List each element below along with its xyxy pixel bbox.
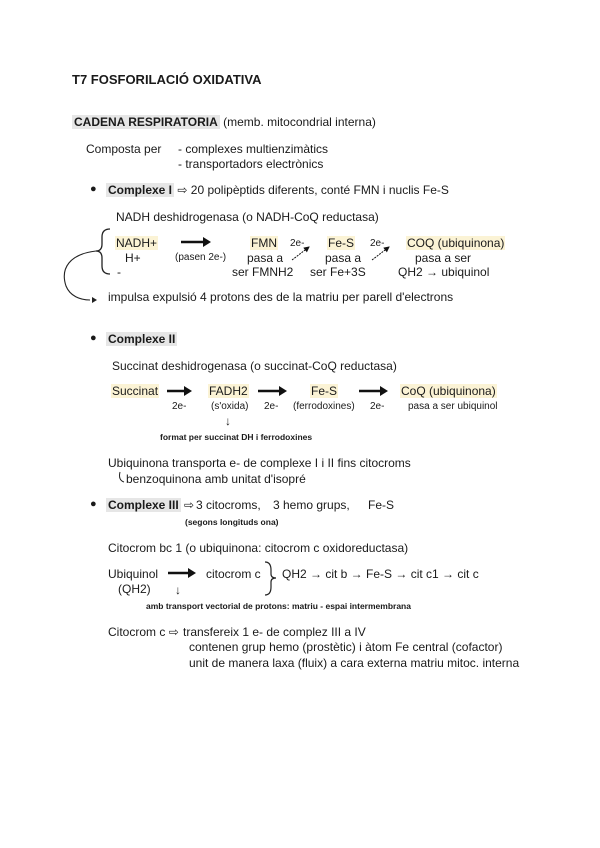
fadh2-sub: (s'oxida)	[211, 401, 249, 412]
qh2-label: (QH2)	[118, 582, 151, 596]
bullet-icon: ●	[90, 183, 97, 195]
arrowhead-icon	[92, 297, 97, 303]
cadena-note: (memb. mitocondrial interna)	[223, 115, 376, 129]
fmn-sub1: pasa a	[247, 251, 284, 265]
hemo-text: 3 hemo grups,	[273, 498, 350, 512]
fadh2-label: FADH2	[209, 384, 248, 398]
citocrom-c-label: citocrom c	[206, 567, 261, 581]
complex2-enzyme: Succinat deshidrogenasa (o succinat-CoQ reductasa)	[112, 359, 397, 373]
coq-sub2: QH2 → ubiquinol	[398, 265, 490, 279]
fes-label: Fe-S	[328, 236, 355, 250]
protons-text: impulsa expulsió 4 protons des de la matriu per parell d'electrons	[108, 290, 454, 304]
cadena-label: CADENA RESPIRATORIA	[74, 115, 218, 129]
electron-label-3: 2e-	[172, 401, 187, 412]
coq-sub1: pasa a ser	[415, 251, 472, 265]
right-arrow-icon: ⇨	[168, 625, 179, 639]
bullet-icon: ●	[90, 498, 97, 510]
composta-label: Composta per	[86, 142, 162, 156]
electron-label-5: 2e-	[370, 401, 385, 412]
bullet-icon: ●	[90, 332, 97, 344]
segons-note: (segons longituds ona)	[185, 517, 279, 527]
pasen-label: (pasen 2e-)	[175, 252, 227, 263]
electron-label-4: 2e-	[264, 401, 279, 412]
fmn-sub2: ser FMNH2	[232, 265, 294, 279]
loop-arrow-icon	[64, 251, 96, 300]
coq2-label: CoQ (ubiquinona)	[401, 384, 496, 398]
succinat-label: Succinat	[112, 384, 159, 398]
ubiquinol-label: Ubiquinol	[108, 567, 159, 581]
electron-label-1: 2e-	[290, 238, 305, 249]
h-label: H+	[125, 251, 141, 265]
transport-note: amb transport vectorial de protons: matriu - espai intermembrana	[146, 601, 411, 611]
citocrom-c-line-2: contenen grup hemo (prostètic) i àtom Fe central (cofactor)	[189, 640, 503, 654]
down-arrow-icon: ↓	[175, 583, 181, 597]
arrowhead-icon	[184, 386, 192, 396]
diag-arrow-icon	[372, 247, 389, 260]
diag-arrow-icon	[292, 247, 309, 260]
citocrom-c-line-3: unit de manera laxa (fluix) a cara externa matriu mitoc. interna	[189, 656, 520, 670]
complex3-enzyme: Citocrom bc 1 (o ubiquinona: citocrom c oxidoreductasa)	[108, 541, 409, 555]
dash-label: -	[117, 265, 121, 279]
arrowhead-icon	[188, 568, 196, 578]
format-note: format per succinat DH i ferrodoxines	[160, 432, 313, 442]
page-title: T7 FOSFORILACIÓ OXIDATIVA	[72, 72, 262, 87]
arrowhead-icon	[380, 386, 388, 396]
arrowhead-icon	[279, 386, 287, 396]
electron-label-2: 2e-	[370, 238, 385, 249]
arrowhead-icon	[203, 237, 211, 247]
complex1-label: Complexe I	[108, 183, 173, 197]
composta-item-1: - complexes multienzimàtics	[178, 142, 329, 156]
qh2-chain: QH2 → cit b → Fe-S → cit c1 → cit c	[282, 567, 479, 581]
complex1-enzyme: NADH deshidrogenasa (o NADH-CoQ reductasa)	[116, 210, 379, 224]
hook-arrow-icon	[120, 472, 125, 482]
fes3-text: Fe-S	[368, 498, 395, 512]
coq-label: COQ (ubiquinona)	[407, 236, 505, 250]
left-brace-icon	[96, 229, 110, 274]
complex3-label: Complexe III	[108, 498, 179, 512]
fes2-label: Fe-S	[311, 384, 338, 398]
citocroms-text: 3 citocroms,	[196, 498, 261, 512]
coq2-sub: pasa a ser ubiquinol	[408, 401, 498, 412]
citocrom-c-line-1: transfereix 1 e- de complez III a IV	[183, 625, 366, 639]
right-brace-icon	[265, 562, 276, 595]
fes-sub2: ser Fe+3S	[310, 265, 366, 279]
fes-sub1: pasa a	[325, 251, 362, 265]
ubiquinona-text: Ubiquinona transporta e- de complexe I i II fins citocroms	[108, 456, 411, 470]
right-arrow-icon: ⇨	[177, 183, 188, 197]
right-arrow-icon: ⇨	[184, 498, 195, 512]
nadh-label: NADH+	[116, 236, 158, 250]
fes2-sub: (ferrodoxines)	[293, 401, 355, 412]
benzo-text: benzoquinona amb unitat d'isopré	[126, 472, 306, 486]
complex1-desc: 20 polipèptids diferents, conté FMN i nuclis Fe-S	[190, 183, 449, 197]
citocrom-c-title: Citocrom c	[108, 625, 166, 639]
composta-item-2: - transportadors electrònics	[178, 157, 324, 171]
complex2-label: Complexe II	[108, 332, 176, 346]
fmn-label: FMN	[251, 236, 277, 250]
down-arrow-icon: ↓	[225, 414, 231, 428]
